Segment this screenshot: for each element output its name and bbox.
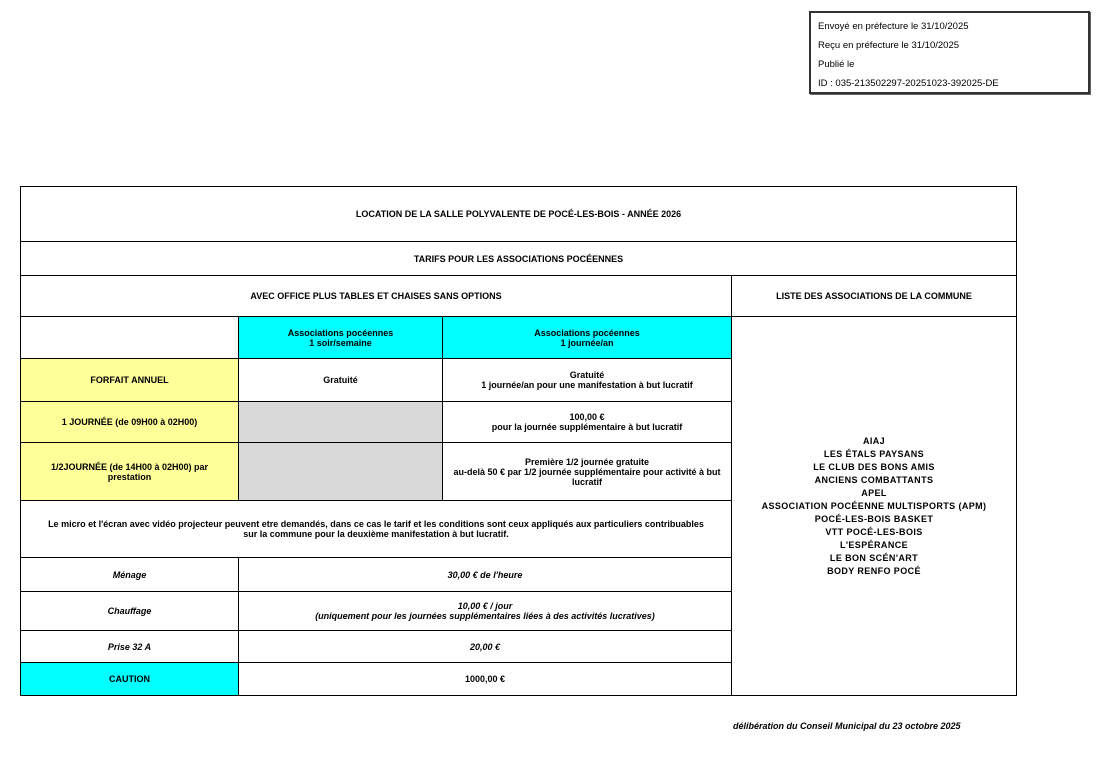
demi-day-value: Première 1/2 journée gratuite au-delà 50 € par 1/2 journée supplémentaire pour activité à but lucratif: [443, 443, 732, 501]
column-header-day: Associations pocéennes 1 journée/an: [443, 317, 732, 359]
forfait-day-value: Gratuité 1 journée/an pour une manifestation à but lucratif: [443, 359, 732, 402]
list-item: LES ÉTALS PAYSANS: [823, 448, 925, 459]
list-item: L'ESPÉRANCE: [839, 539, 909, 550]
tariff-table: [20, 186, 1017, 696]
list-item: BODY RENFO POCÉ: [827, 565, 921, 576]
list-item: APEL: [861, 487, 887, 498]
page-title: LOCATION DE LA SALLE POLYVALENTE DE POCÉ-LES-BOIS - ANNÉE 2026: [21, 187, 1017, 242]
list-item: ANCIENS COMBATTANTS: [814, 474, 934, 485]
forfait-evening-value: Gratuité: [239, 359, 443, 402]
caution-label: CAUTION: [21, 663, 239, 696]
row-label-journee: 1 JOURNÉE (de 09H00 à 02H00): [21, 402, 239, 443]
equipment-note: Le micro et l'écran avec vidéo projecteur peuvent etre demandés, dans ce cas le tarif et les conditions sont ceux appliqués aux particuliers contribuables sur la commune pour la deuxième manifestation à but lucratif.: [21, 501, 732, 558]
prise-label: Prise 32 A: [21, 631, 239, 663]
list-item: ASSOCIATION POCÉENNE MULTISPORTS (APM): [761, 500, 987, 511]
journee-evening-empty: [239, 402, 443, 443]
list-item: LE CLUB DES BONS AMIS: [813, 461, 935, 472]
section-header-left: AVEC OFFICE PLUS TABLES ET CHAISES SANS OPTIONS: [21, 276, 732, 317]
menage-label: Ménage: [21, 558, 239, 592]
menage-value: 30,00 € de l'heure: [239, 558, 732, 592]
deliberation-footer: délibération du Conseil Municipal du 23 octobre 2025: [733, 721, 961, 731]
list-item: VTT POCÉ-LES-BOIS: [825, 526, 923, 537]
section-header-right: LISTE DES ASSOCIATIONS DE LA COMMUNE: [732, 276, 1017, 317]
stamp-sent: Envoyé en préfecture le 31/10/2025: [818, 21, 969, 32]
list-item: LE BON SCÉN'ART: [829, 552, 919, 563]
prefecture-stamp: [809, 11, 1090, 94]
stamp-received: Reçu en préfecture le 31/10/2025: [818, 40, 960, 51]
journee-day-value: 100,00 € pour la journée supplémentaire à but lucratif: [443, 402, 732, 443]
demi-evening-empty: [239, 443, 443, 501]
column-header-evening: Associations pocéennes 1 soir/semaine: [239, 317, 443, 359]
row-label-forfait: FORFAIT ANNUEL: [21, 359, 239, 402]
list-item: AIAJ: [862, 435, 886, 446]
chauffage-label: Chauffage: [21, 592, 239, 631]
stamp-published: Publié le: [818, 59, 855, 70]
row-label-demi-journee: 1/2JOURNÉE (de 14H00 à 02H00) par prestation: [21, 443, 239, 501]
prise-value: 20,00 €: [239, 631, 732, 663]
associations-list: [732, 317, 1017, 696]
subtitle: TARIFS POUR LES ASSOCIATIONS POCÉENNES: [21, 242, 1017, 276]
stamp-id: ID : 035-213502297-20251023-392025-DE: [818, 78, 999, 89]
caution-value: 1000,00 €: [239, 663, 732, 696]
empty-corner-cell: [21, 317, 239, 359]
list-item: POCÉ-LES-BOIS BASKET: [814, 513, 934, 524]
chauffage-value: 10,00 € / jour (uniquement pour les journées supplémentaires liées à des activités lucratives): [239, 592, 732, 631]
